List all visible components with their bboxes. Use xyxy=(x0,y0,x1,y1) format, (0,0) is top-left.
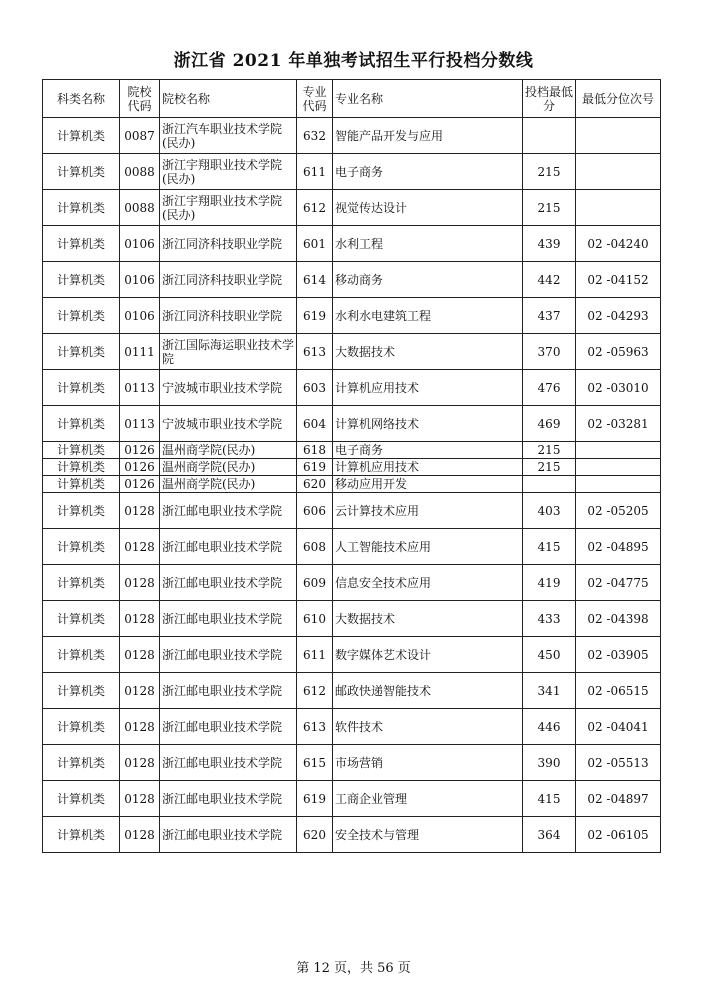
table-row xyxy=(43,190,661,226)
major-code-cell: 615 xyxy=(297,745,333,781)
school-code-cell: 0128 xyxy=(120,817,160,853)
school-name-cell: 浙江邮电职业技术学院 xyxy=(160,493,297,529)
category-cell: 计算机类 xyxy=(43,601,120,637)
min-score-cell: 403 xyxy=(523,493,576,529)
school-code-cell: 0128 xyxy=(120,709,160,745)
category-cell: 计算机类 xyxy=(43,442,120,459)
major-name-cell: 水利水电建筑工程 xyxy=(333,298,523,334)
school-name-cell: 浙江宇翔职业技术学院(民办) xyxy=(160,190,297,226)
min-score-cell: 419 xyxy=(523,565,576,601)
table-row xyxy=(43,154,661,190)
header-school-name: 院校名称 xyxy=(160,80,297,118)
school-name-cell: 浙江邮电职业技术学院 xyxy=(160,601,297,637)
school-code-cell: 0113 xyxy=(120,370,160,406)
major-name-cell: 大数据技术 xyxy=(333,601,523,637)
table-row xyxy=(43,817,661,853)
min-score-cell: 215 xyxy=(523,190,576,226)
school-name-cell: 浙江同济科技职业学院 xyxy=(160,226,297,262)
score-table xyxy=(42,79,661,853)
table-row xyxy=(43,709,661,745)
min-rank-cell: 02 -03281 xyxy=(576,406,661,442)
major-code-cell: 609 xyxy=(297,565,333,601)
table-row xyxy=(43,781,661,817)
school-code-cell: 0088 xyxy=(120,154,160,190)
major-name-cell: 计算机网络技术 xyxy=(333,406,523,442)
category-cell: 计算机类 xyxy=(43,459,120,476)
major-name-cell: 智能产品开发与应用 xyxy=(333,118,523,154)
category-cell: 计算机类 xyxy=(43,781,120,817)
category-cell: 计算机类 xyxy=(43,406,120,442)
table-row xyxy=(43,565,661,601)
major-name-cell: 大数据技术 xyxy=(333,334,523,370)
min-rank-cell: 02 -04398 xyxy=(576,601,661,637)
category-cell: 计算机类 xyxy=(43,226,120,262)
min-rank-cell: 02 -04240 xyxy=(576,226,661,262)
min-score-cell: 442 xyxy=(523,262,576,298)
school-name-cell: 浙江邮电职业技术学院 xyxy=(160,529,297,565)
school-code-cell: 0128 xyxy=(120,745,160,781)
school-name-cell: 宁波城市职业技术学院 xyxy=(160,370,297,406)
school-code-cell: 0106 xyxy=(120,226,160,262)
category-cell: 计算机类 xyxy=(43,637,120,673)
category-cell: 计算机类 xyxy=(43,262,120,298)
school-name-cell: 浙江邮电职业技术学院 xyxy=(160,817,297,853)
major-name-cell: 软件技术 xyxy=(333,709,523,745)
table-row xyxy=(43,334,661,370)
min-rank-cell: 02 -03010 xyxy=(576,370,661,406)
category-cell: 计算机类 xyxy=(43,370,120,406)
major-name-cell: 移动应用开发 xyxy=(333,476,523,493)
major-code-cell: 619 xyxy=(297,459,333,476)
major-name-cell: 电子商务 xyxy=(333,154,523,190)
major-name-cell: 水利工程 xyxy=(333,226,523,262)
school-code-cell: 0087 xyxy=(120,118,160,154)
major-code-cell: 632 xyxy=(297,118,333,154)
min-score-cell: 415 xyxy=(523,781,576,817)
min-score-cell xyxy=(523,118,576,154)
min-rank-cell xyxy=(576,154,661,190)
school-name-cell: 浙江邮电职业技术学院 xyxy=(160,745,297,781)
min-rank-cell xyxy=(576,476,661,493)
min-rank-cell: 02 -04897 xyxy=(576,781,661,817)
school-name-cell: 浙江同济科技职业学院 xyxy=(160,262,297,298)
category-cell: 计算机类 xyxy=(43,493,120,529)
table-row xyxy=(43,298,661,334)
major-name-cell: 市场营销 xyxy=(333,745,523,781)
table-row xyxy=(43,476,661,493)
min-rank-cell xyxy=(576,459,661,476)
min-score-cell: 469 xyxy=(523,406,576,442)
category-cell: 计算机类 xyxy=(43,476,120,493)
major-code-cell: 611 xyxy=(297,154,333,190)
major-code-cell: 611 xyxy=(297,637,333,673)
major-code-cell: 620 xyxy=(297,476,333,493)
min-score-cell: 450 xyxy=(523,637,576,673)
major-name-cell: 邮政快递智能技术 xyxy=(333,673,523,709)
school-code-cell: 0126 xyxy=(120,459,160,476)
school-code-cell: 0128 xyxy=(120,673,160,709)
min-rank-cell: 02 -06105 xyxy=(576,817,661,853)
table-row xyxy=(43,459,661,476)
category-cell: 计算机类 xyxy=(43,565,120,601)
school-code-cell: 0111 xyxy=(120,334,160,370)
header-min-score: 投档最低分 xyxy=(523,80,576,118)
min-rank-cell: 02 -05963 xyxy=(576,334,661,370)
min-rank-cell xyxy=(576,118,661,154)
school-code-cell: 0126 xyxy=(120,476,160,493)
category-cell: 计算机类 xyxy=(43,190,120,226)
major-name-cell: 电子商务 xyxy=(333,442,523,459)
table-row xyxy=(43,493,661,529)
table-row xyxy=(43,118,661,154)
major-code-cell: 612 xyxy=(297,673,333,709)
school-name-cell: 浙江宇翔职业技术学院(民办) xyxy=(160,154,297,190)
table-row xyxy=(43,442,661,459)
major-code-cell: 618 xyxy=(297,442,333,459)
major-name-cell: 视觉传达设计 xyxy=(333,190,523,226)
school-code-cell: 0128 xyxy=(120,601,160,637)
min-score-cell: 215 xyxy=(523,459,576,476)
major-name-cell: 计算机应用技术 xyxy=(333,370,523,406)
major-code-cell: 603 xyxy=(297,370,333,406)
school-name-cell: 温州商学院(民办) xyxy=(160,459,297,476)
school-name-cell: 宁波城市职业技术学院 xyxy=(160,406,297,442)
table-row xyxy=(43,673,661,709)
min-rank-cell: 02 -04895 xyxy=(576,529,661,565)
major-name-cell: 云计算技术应用 xyxy=(333,493,523,529)
header-min-rank: 最低分位次号 xyxy=(576,80,661,118)
table-row xyxy=(43,226,661,262)
school-code-cell: 0113 xyxy=(120,406,160,442)
school-code-cell: 0128 xyxy=(120,529,160,565)
category-cell: 计算机类 xyxy=(43,529,120,565)
header-major-name: 专业名称 xyxy=(333,80,523,118)
major-code-cell: 601 xyxy=(297,226,333,262)
school-name-cell: 温州商学院(民办) xyxy=(160,476,297,493)
major-code-cell: 613 xyxy=(297,334,333,370)
category-cell: 计算机类 xyxy=(43,817,120,853)
min-score-cell: 437 xyxy=(523,298,576,334)
category-cell: 计算机类 xyxy=(43,154,120,190)
min-score-cell: 446 xyxy=(523,709,576,745)
school-code-cell: 0126 xyxy=(120,442,160,459)
major-code-cell: 612 xyxy=(297,190,333,226)
min-score-cell: 433 xyxy=(523,601,576,637)
min-rank-cell: 02 -06515 xyxy=(576,673,661,709)
min-rank-cell: 02 -04293 xyxy=(576,298,661,334)
school-code-cell: 0128 xyxy=(120,637,160,673)
major-name-cell: 安全技术与管理 xyxy=(333,817,523,853)
header-school-code: 院校代码 xyxy=(120,80,160,118)
min-score-cell: 476 xyxy=(523,370,576,406)
category-cell: 计算机类 xyxy=(43,118,120,154)
category-cell: 计算机类 xyxy=(43,709,120,745)
school-code-cell: 0106 xyxy=(120,262,160,298)
min-rank-cell: 02 -04152 xyxy=(576,262,661,298)
major-code-cell: 614 xyxy=(297,262,333,298)
min-rank-cell: 02 -05205 xyxy=(576,493,661,529)
min-score-cell: 415 xyxy=(523,529,576,565)
header-category: 科类名称 xyxy=(43,80,120,118)
min-score-cell: 390 xyxy=(523,745,576,781)
major-code-cell: 619 xyxy=(297,781,333,817)
min-rank-cell: 02 -03905 xyxy=(576,637,661,673)
school-name-cell: 浙江汽车职业技术学院(民办) xyxy=(160,118,297,154)
table-row xyxy=(43,601,661,637)
category-cell: 计算机类 xyxy=(43,673,120,709)
table-row xyxy=(43,370,661,406)
min-score-cell: 439 xyxy=(523,226,576,262)
school-code-cell: 0128 xyxy=(120,493,160,529)
min-rank-cell xyxy=(576,190,661,226)
table-row xyxy=(43,406,661,442)
major-code-cell: 608 xyxy=(297,529,333,565)
min-score-cell: 215 xyxy=(523,442,576,459)
major-code-cell: 604 xyxy=(297,406,333,442)
major-name-cell: 信息安全技术应用 xyxy=(333,565,523,601)
page-footer: 第 12 页，共 56 页 xyxy=(296,961,411,976)
major-code-cell: 620 xyxy=(297,817,333,853)
table-row xyxy=(43,745,661,781)
min-score-cell: 364 xyxy=(523,817,576,853)
major-name-cell: 移动商务 xyxy=(333,262,523,298)
major-name-cell: 工商企业管理 xyxy=(333,781,523,817)
school-code-cell: 0088 xyxy=(120,190,160,226)
min-score-cell xyxy=(523,476,576,493)
table-row xyxy=(43,529,661,565)
category-cell: 计算机类 xyxy=(43,298,120,334)
school-name-cell: 浙江邮电职业技术学院 xyxy=(160,637,297,673)
school-name-cell: 浙江邮电职业技术学院 xyxy=(160,781,297,817)
table-row xyxy=(43,637,661,673)
school-name-cell: 温州商学院(民办) xyxy=(160,442,297,459)
school-code-cell: 0128 xyxy=(120,565,160,601)
category-cell: 计算机类 xyxy=(43,334,120,370)
min-score-cell: 215 xyxy=(523,154,576,190)
page-title: 浙江省 2021 年单独考试招生平行投档分数线 xyxy=(173,51,534,71)
school-code-cell: 0106 xyxy=(120,298,160,334)
min-rank-cell: 02 -05513 xyxy=(576,745,661,781)
table-row xyxy=(43,262,661,298)
major-code-cell: 606 xyxy=(297,493,333,529)
major-name-cell: 计算机应用技术 xyxy=(333,459,523,476)
major-name-cell: 人工智能技术应用 xyxy=(333,529,523,565)
major-code-cell: 610 xyxy=(297,601,333,637)
school-code-cell: 0128 xyxy=(120,781,160,817)
category-cell: 计算机类 xyxy=(43,745,120,781)
major-name-cell: 数字媒体艺术设计 xyxy=(333,637,523,673)
school-name-cell: 浙江国际海运职业技术学院 xyxy=(160,334,297,370)
school-name-cell: 浙江邮电职业技术学院 xyxy=(160,673,297,709)
school-name-cell: 浙江同济科技职业学院 xyxy=(160,298,297,334)
min-score-cell: 341 xyxy=(523,673,576,709)
header-major-code: 专业代码 xyxy=(297,80,333,118)
school-name-cell: 浙江邮电职业技术学院 xyxy=(160,565,297,601)
major-code-cell: 619 xyxy=(297,298,333,334)
min-score-cell: 370 xyxy=(523,334,576,370)
table-body xyxy=(43,118,661,853)
school-name-cell: 浙江邮电职业技术学院 xyxy=(160,709,297,745)
major-code-cell: 613 xyxy=(297,709,333,745)
min-rank-cell: 02 -04041 xyxy=(576,709,661,745)
min-rank-cell xyxy=(576,442,661,459)
min-rank-cell: 02 -04775 xyxy=(576,565,661,601)
table-header-row xyxy=(43,80,661,118)
